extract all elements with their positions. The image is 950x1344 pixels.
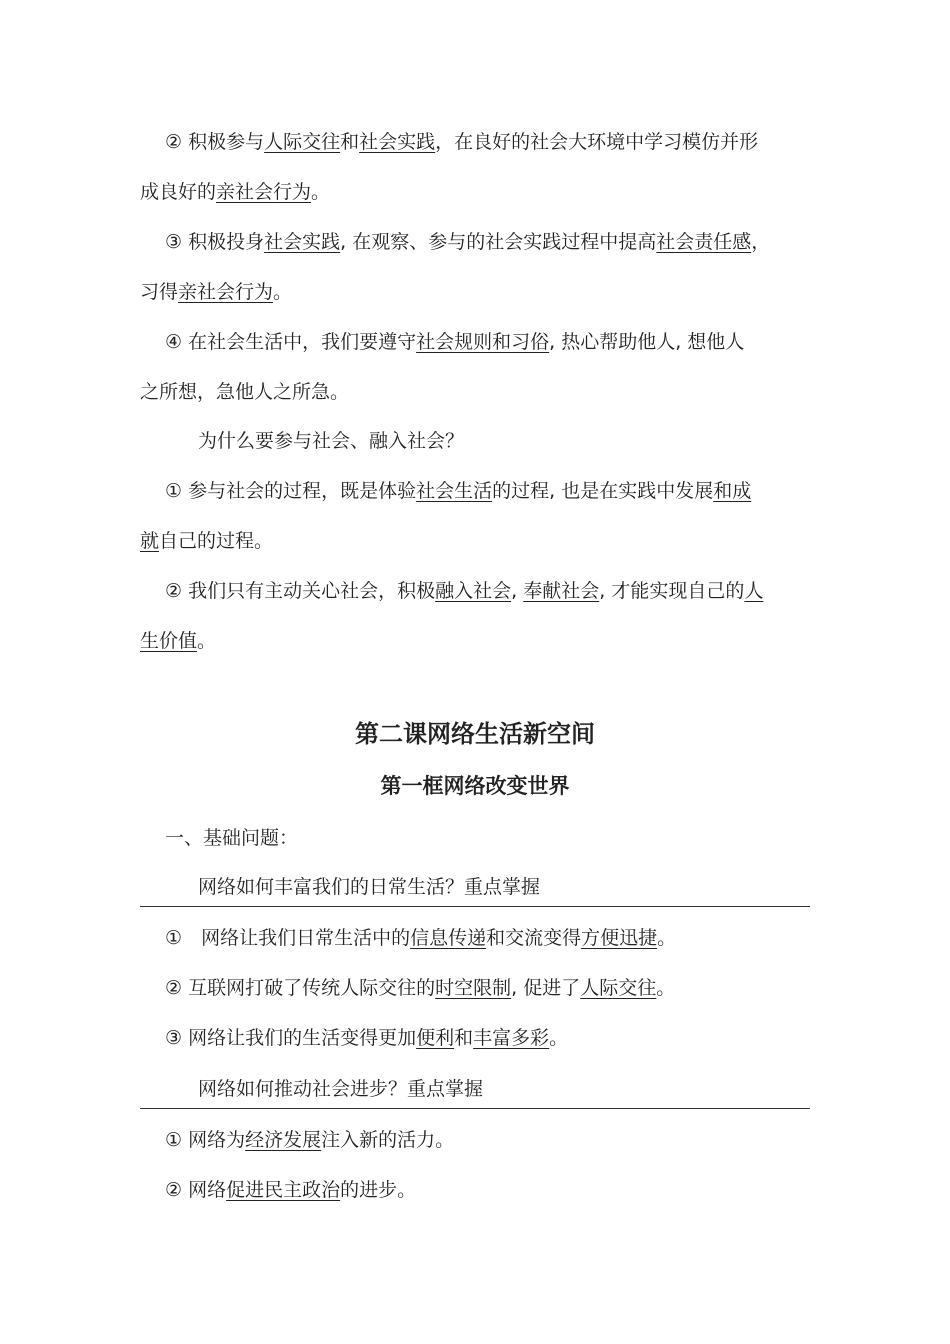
underlined-term: 方便迅捷 (581, 927, 658, 949)
underlined-term: 奉献社会 (523, 580, 600, 602)
section-heading: 一、基础问题： (140, 827, 299, 849)
question-heading: 为什么要参与社会、融入社会？ (198, 430, 465, 452)
answer-2-2: ② 网络促进民主政治的进步。 (140, 1179, 417, 1201)
paragraph-6-line-1: ② 我们只有主动关心社会，积极融入社会, 奉献社会, 才能实现自己的人 (140, 580, 764, 602)
underlined-term: 就 (140, 530, 160, 552)
underlined-term: 融入社会 (435, 580, 512, 602)
paragraph-2-line-2: 成良好的亲社会行为。 (140, 181, 331, 203)
underlined-term: 人际交往 (264, 131, 341, 153)
underlined-term: 人 (744, 580, 764, 602)
paragraph-2-line-1: ② 积极参与人际交往和社会实践，在良好的社会大环境中学习模仿并形 (140, 131, 759, 153)
key-question-1: 网络如何丰富我们的日常生活？重点掌握 (140, 874, 810, 907)
underlined-term: 社会责任感 (656, 231, 752, 253)
underlined-term: 和成 (713, 480, 752, 502)
paragraph-4-line-2: 之所想，急他人之所急。 (140, 381, 350, 403)
underlined-term: 社会生活 (416, 480, 493, 502)
answer-1-3: ③ 网络让我们的生活变得更加便利和丰富多彩。 (140, 1027, 569, 1049)
paragraph-4-line-1: ④ 在社会生活中，我们要遵守社会规则和习俗, 热心帮助他人, 想他人 (140, 331, 745, 353)
underlined-term: 社会实践 (359, 131, 436, 153)
underlined-term: 信息传递 (410, 927, 487, 949)
paragraph-3-line-1: ③ 积极投身社会实践, 在观察、参与的社会实践过程中提高社会责任感， (140, 231, 771, 253)
underlined-term: 社会实践 (264, 231, 341, 253)
lesson-title: 第二课网络生活新空间 (355, 720, 595, 748)
underlined-term: 人际交往 (580, 977, 657, 999)
underlined-term: 促进民主政治 (226, 1179, 341, 1201)
key-question-2: 网络如何推动社会进步？重点掌握 (140, 1076, 810, 1109)
paragraph-6-line-2: 生价值。 (140, 630, 217, 652)
paragraph-3-line-2: 习得亲社会行为。 (140, 281, 293, 303)
underlined-term: 丰富多彩 (473, 1027, 550, 1049)
answer-1-1: ① 网络让我们日常生活中的信息传递和交流变得方便迅捷。 (140, 927, 677, 949)
underlined-term: 生价值 (140, 630, 198, 652)
paragraph-5-line-2: 就自己的过程。 (140, 530, 274, 552)
underlined-term: 时空限制 (435, 977, 512, 999)
underlined-term: 亲社会行为 (216, 181, 312, 203)
lesson-subtitle: 第一框网络改变世界 (380, 774, 570, 798)
underlined-term: 社会规则和习俗 (416, 331, 550, 353)
answer-2-1: ① 网络为经济发展注入新的活力。 (140, 1129, 455, 1151)
paragraph-5-line-1: ① 参与社会的过程，既是体验社会生活的过程, 也是在实践中发展和成 (140, 480, 752, 502)
underlined-term: 便利 (416, 1027, 455, 1049)
underlined-term: 亲社会行为 (178, 281, 274, 303)
underlined-term: 经济发展 (245, 1129, 322, 1151)
answer-1-2: ② 互联网打破了传统人际交往的时空限制, 促进了人际交往。 (140, 977, 676, 999)
